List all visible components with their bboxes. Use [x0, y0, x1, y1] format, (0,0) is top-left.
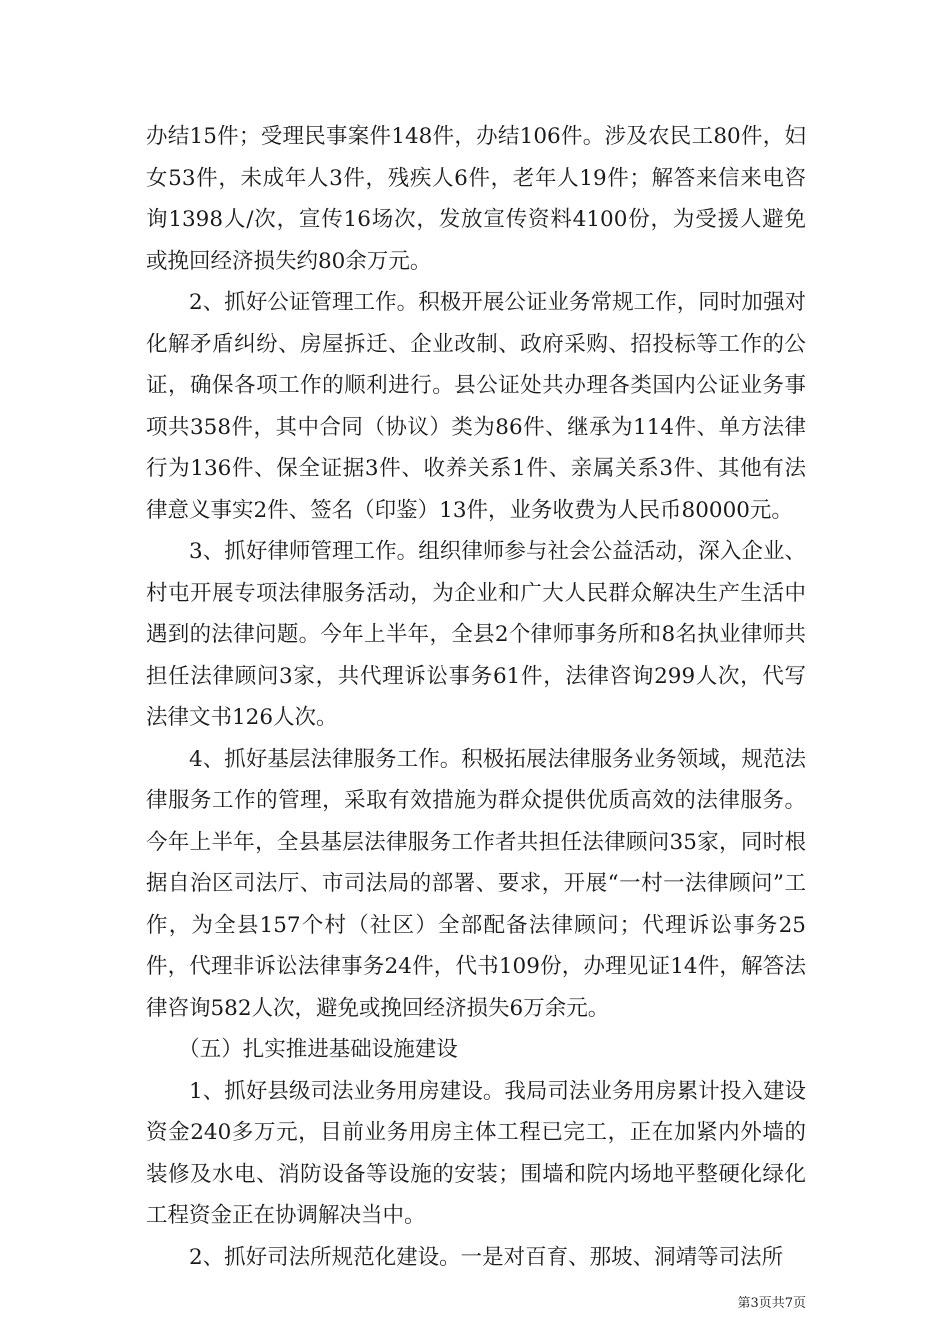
section-heading-infrastructure: （五）扎实推进基础设施建设 — [178, 1037, 458, 1062]
paragraph-judicial-office: 2、抓好司法所规范化建设。一是对百育、那坡、洞靖等司法所 — [189, 1244, 784, 1270]
paragraph-lawyer: 3、抓好律师管理工作。组织律师参与社会公益活动，深入企业、村屯开展专项法律服务活动，为企业和广大人民群众解决生产生活中遇到的法律问题。今年上半年，全县2个律师事务所和8名执业律师共担任法律顾问3家，共代理诉讼事务61件，法律咨询299人次，代写法律文书126人次。 — [146, 539, 806, 730]
paragraph-office-building: 1、抓好县级司法业务用房建设。我局司法业务用房累计投入建设资金240多万元，目前业务用房主体工程已完工，正在加紧内外墙的装修及水电、消防设备等设施的安装；围墙和院内场地平整硬化绿化工程资金正在协调解决当中。 — [146, 1078, 806, 1228]
paragraph-grassroots-legal-service: 4、抓好基层法律服务工作。积极拓展法律服务业务领域，规范法律服务工作的管理，采取有效措施为群众提供优质高效的法律服务。今年上半年，全县基层法律服务工作者共担任法律顾问35家，同时根据自治区司法厅、市司法局的部署、要求，开展“一村一法律顾问”工作，为全县157个村（社区）全部配备法律顾问；代理诉讼事务25件，代理非诉讼法律事务24件，代书109份，办理见证14件，解答法律咨询582人次，避免或挽回经济损失6万余元。 — [146, 746, 806, 1021]
paragraph-continuation: 办结15件；受理民事案件148件，办结106件。涉及农民工80件，妇女53件，未成年人3件，残疾人6件，老年人19件；解答来信来电咨询1398人/次，宣传16场次，发放宣传资料4100份，为受援人避免或挽回经济损失约80余万元。 — [146, 124, 806, 274]
paragraph-notary: 2、抓好公证管理工作。积极开展公证业务常规工作，同时加强对化解矛盾纠纷、房屋拆迁、企业改制、政府采购、招投标等工作的公证，确保各项工作的顺利进行。县公证处共办理各类国内公证业务事项共358件，其中合同（协议）类为86件、继承为114件、单方法律行为136件、保全证据3件、收养关系1件、亲属关系3件、其他有法律意义事实2件、签名（印鉴）13件，业务收费为人民币80000元。 — [146, 290, 806, 523]
document-body — [146, 116, 806, 1278]
page-number: 第3页共7页 — [737, 1296, 806, 1311]
